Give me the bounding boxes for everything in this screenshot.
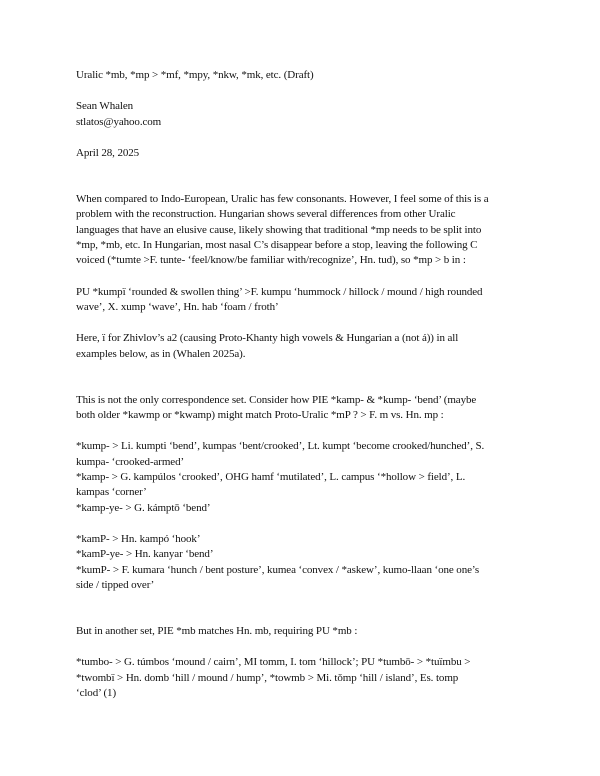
spacer <box>76 161 532 192</box>
spacer <box>76 83 532 99</box>
text-line: *kamp- > G. kampúlos ‘crooked’, OHG hamf ‘mutilated’, L. campus ‘*hollow > field’, L. <box>76 471 466 484</box>
etymology-group-pie <box>76 439 532 515</box>
text-line: kumpa- ‘crooked-armed’ <box>76 455 185 468</box>
text-line: *kumP- > F. kumara ‘hunch / bent posture’, kumea ‘convex / *askew’, kumo-llaan ‘one one’s <box>76 563 480 576</box>
text-line: ‘clod’ (1) <box>76 687 117 700</box>
document-date: April 28, 2025 <box>76 146 140 159</box>
spacer <box>76 269 532 285</box>
text-line: This is not the only correspondence set. Consider how PIE *kamp- & *kump- ‘bend’ (maybe <box>76 393 477 406</box>
text-line: problem with the reconstruction. Hungarian shows several differences from other Uralic <box>76 208 456 221</box>
author-email: stlatos@yahoo.com <box>76 115 162 128</box>
spacer <box>76 593 532 624</box>
text-line: *twombï > Hn. domb ‘hill / mound / hump’, *towmb > Mi. tǒmp ‘hill / island’, Es. tomp <box>76 671 459 684</box>
text-line: examples below, as in (Whalen 2025a). <box>76 347 246 360</box>
text-line: wave’, X. xump ‘wave’, Hn. hab ‘foam / froth’ <box>76 300 279 313</box>
spacer <box>76 362 532 393</box>
text-line: Here, ï for Zhivlov’s a2 (causing Proto-Khanty high vowels & Hungarian a (not á)) in all <box>76 332 459 345</box>
note-paragraph <box>76 331 532 362</box>
spacer <box>76 639 532 655</box>
section2-paragraph <box>76 393 532 424</box>
spacer <box>76 130 532 146</box>
text-line: When compared to Indo-European, Uralic has few consonants. However, I feel some of this is a <box>76 193 489 206</box>
text-line: voiced (*tumte >F. tunte- ‘feel/know/be familiar with/recognize’, Hn. tud), so *mp > b in : <box>76 254 466 267</box>
author-name: Sean Whalen <box>76 100 134 113</box>
text-line: *kamP- > Hn. kampó ‘hook’ <box>76 532 201 545</box>
text-line: *kump- > Li. kumpti ‘bend’, kumpas ‘bent/crooked’, Lt. kumpt ‘become crooked/hunched’, S. <box>76 440 485 453</box>
spacer <box>76 315 532 331</box>
text-line: *tumbo- > G. túmbos ‘mound / cairn’, MI tomm, I. tom ‘hillock’; PU *tumbō- > *tuïmbu > <box>76 656 471 669</box>
text-line: PU *kumpï ‘rounded & swollen thing’ >F. kumpu ‘hummock / hillock / mound / high rounded <box>76 285 483 298</box>
document-title: Uralic *mb, *mp > *mf, *mpy, *nkw, *mk, etc. (Draft) <box>76 69 314 81</box>
etymology-group-mb <box>76 655 532 701</box>
text-line: *mp, *mb, etc. In Hungarian, most nasal C’s disappear before a stop, leaving the following C <box>76 239 478 252</box>
text-line: both older *kawmp or *kwamp) might match Proto-Uralic *mP ? > F. m vs. Hn. mp : <box>76 409 444 422</box>
section3-paragraph <box>76 624 532 639</box>
spacer <box>76 423 532 439</box>
text-line: But in another set, PIE *mb matches Hn. mb, requiring PU *mb : <box>76 625 358 638</box>
document-body <box>76 68 532 701</box>
example-paragraph <box>76 285 532 316</box>
text-line: kampas ‘corner’ <box>76 486 147 499</box>
intro-paragraph <box>76 192 532 268</box>
text-line: side / tipped over’ <box>76 578 155 591</box>
text-line: *kamP-ye- > Hn. kanyar ‘bend’ <box>76 548 214 561</box>
text-line: languages that have an elusive cause, likely showing that traditional *mp needs to be split into <box>76 223 482 236</box>
etymology-group-uralic <box>76 532 532 593</box>
text-line: *kamp-ye- > G. kámptō ‘bend’ <box>76 501 211 514</box>
spacer <box>76 516 532 532</box>
